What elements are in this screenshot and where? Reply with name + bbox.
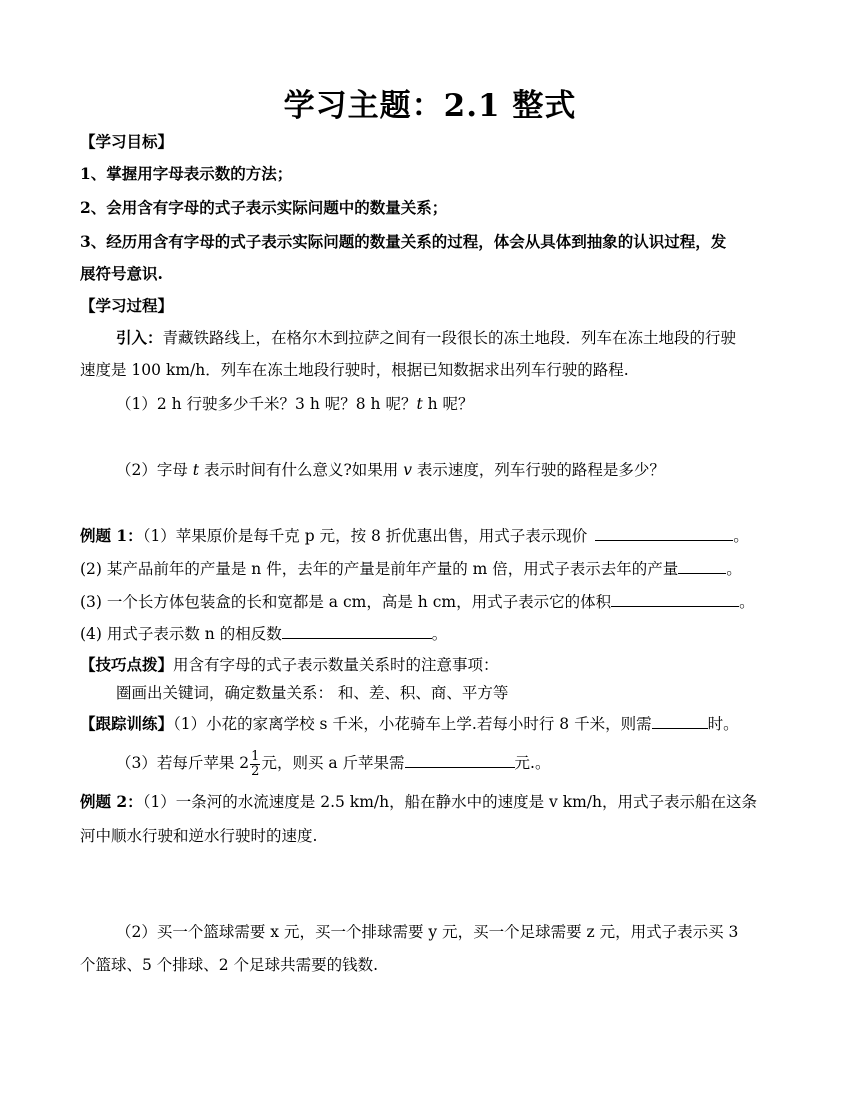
answer-blank-4[interactable] — [282, 624, 432, 639]
example1-line1 — [80, 526, 749, 546]
example1-line2 — [80, 559, 742, 579]
example1-line3 — [80, 592, 755, 612]
example2-q2-line2: 个篮球、5 个排球、2 个足球共需要的钱数. — [80, 956, 379, 974]
question-2 — [116, 460, 665, 480]
question-2-var-v: v — [403, 461, 412, 479]
answer-blank-3[interactable] — [611, 592, 739, 607]
tips-label: 【技巧点拨】 — [80, 655, 174, 674]
mixed-fraction — [250, 750, 260, 779]
question-1 — [116, 394, 474, 414]
question-1-end: h 呢？ — [422, 395, 474, 413]
example1-end-2: 。 — [726, 560, 742, 578]
process-header: 【学习过程】 — [80, 296, 174, 315]
example1-line4 — [80, 624, 447, 644]
question-2-text-c: 表示速度，列车行驶的路程是多少？ — [411, 461, 665, 479]
goal-item-3-cont: 展符号意识. — [80, 264, 163, 283]
example1-text-2: (2) 某产品前年的产量是 n 件，去年的产量是前年产量的 m 倍，用式子表示去年的产量 — [80, 560, 679, 578]
goals-header: 【学习目标】 — [80, 132, 174, 151]
tips-line2: 圈画出关键词，确定数量关系： 和、差、积、商、平方等 — [116, 684, 509, 702]
tracking-line1 — [80, 714, 739, 734]
intro-paragraph-line2: 速度是 100 km/h．列车在冻土地段行驶时，根据已知数据求出列车行驶的路程. — [80, 361, 629, 379]
intro-paragraph-line1 — [116, 328, 736, 348]
question-2-text-a: （2）字母 — [116, 461, 193, 479]
intro-label: 引入： — [116, 328, 163, 347]
tips-line1 — [80, 655, 499, 675]
example2-q2-line1: （2）买一个篮球需要 x 元，买一个排球需要 y 元，买一个足球需要 z 元，用式子表示买 3 — [116, 923, 739, 941]
example2-label: 例题 2： — [80, 792, 143, 811]
tracking-label: 【跟踪训练】 — [80, 714, 174, 733]
question-1-var: t — [416, 395, 423, 413]
tips-text: 用含有字母的式子表示数量关系时的注意事项： — [173, 656, 499, 674]
goal-item-3: 3、经历用含有字母的式子表示实际问题的数量关系的过程，体会从具体到抽象的认识过程，发 — [80, 232, 727, 251]
tracking-end-3: 元.。 — [514, 754, 551, 772]
fraction-numerator: 1 — [251, 748, 260, 764]
example2-line1 — [80, 792, 757, 812]
tracking-line3 — [116, 748, 550, 779]
page-title: 学习主题：2.1 整式 — [283, 88, 577, 124]
fraction-denominator: 2 — [251, 763, 260, 779]
question-2-text-b: 表示时间有什么意义?如果用 — [199, 461, 404, 479]
answer-blank-1[interactable] — [595, 526, 733, 541]
tracking-text-1: （1）小花的家离学校 s 千米，小花骑车上学.若每小时行 8 千米，则需 — [173, 715, 652, 733]
answer-blank-5[interactable] — [652, 714, 708, 729]
tracking-end-1: 时。 — [707, 715, 739, 733]
answer-blank-2[interactable] — [678, 559, 726, 574]
answer-blank-6[interactable] — [405, 753, 515, 768]
example2-text-1: （1）一条河的水流速度是 2.5 km/h，船在静水中的速度是 v km/h，用式子表示船在这条 — [142, 793, 758, 811]
tracking-text-3a: （3）若每斤苹果 2 — [116, 754, 250, 772]
question-2-var-t: t — [192, 461, 200, 479]
question-1-text: （1）2 h 行驶多少千米？3 h 呢？8 h 呢？ — [116, 395, 417, 413]
goal-item-2: 2、会用含有字母的式子表示实际问题中的数量关系； — [80, 198, 448, 217]
example1-text-4: (4) 用式子表示数 n 的相反数 — [80, 625, 282, 643]
example1-text-1: （1）苹果原价是每千克 p 元，按 8 折优惠出售，用式子表示现价 — [142, 527, 588, 545]
example1-label: 例题 1： — [80, 526, 143, 545]
example1-end-4: 。 — [431, 625, 448, 643]
intro-text: 青藏铁路线上，在格尔木到拉萨之间有一段很长的冻土地段．列车在冻土地段的行驶 — [162, 329, 737, 347]
example1-text-3: (3) 一个长方体包装盒的长和宽都是 a cm，高是 h cm，用式子表示它的体积 — [80, 593, 612, 611]
example1-end-3: 。 — [739, 593, 755, 611]
example1-end-1: 。 — [733, 527, 749, 545]
tracking-text-3b: 元，则买 a 斤苹果需 — [261, 754, 405, 772]
example2-line2: 河中顺水行驶和逆水行驶时的速度. — [80, 827, 318, 845]
goal-item-1: 1、掌握用字母表示数的方法； — [80, 164, 293, 183]
